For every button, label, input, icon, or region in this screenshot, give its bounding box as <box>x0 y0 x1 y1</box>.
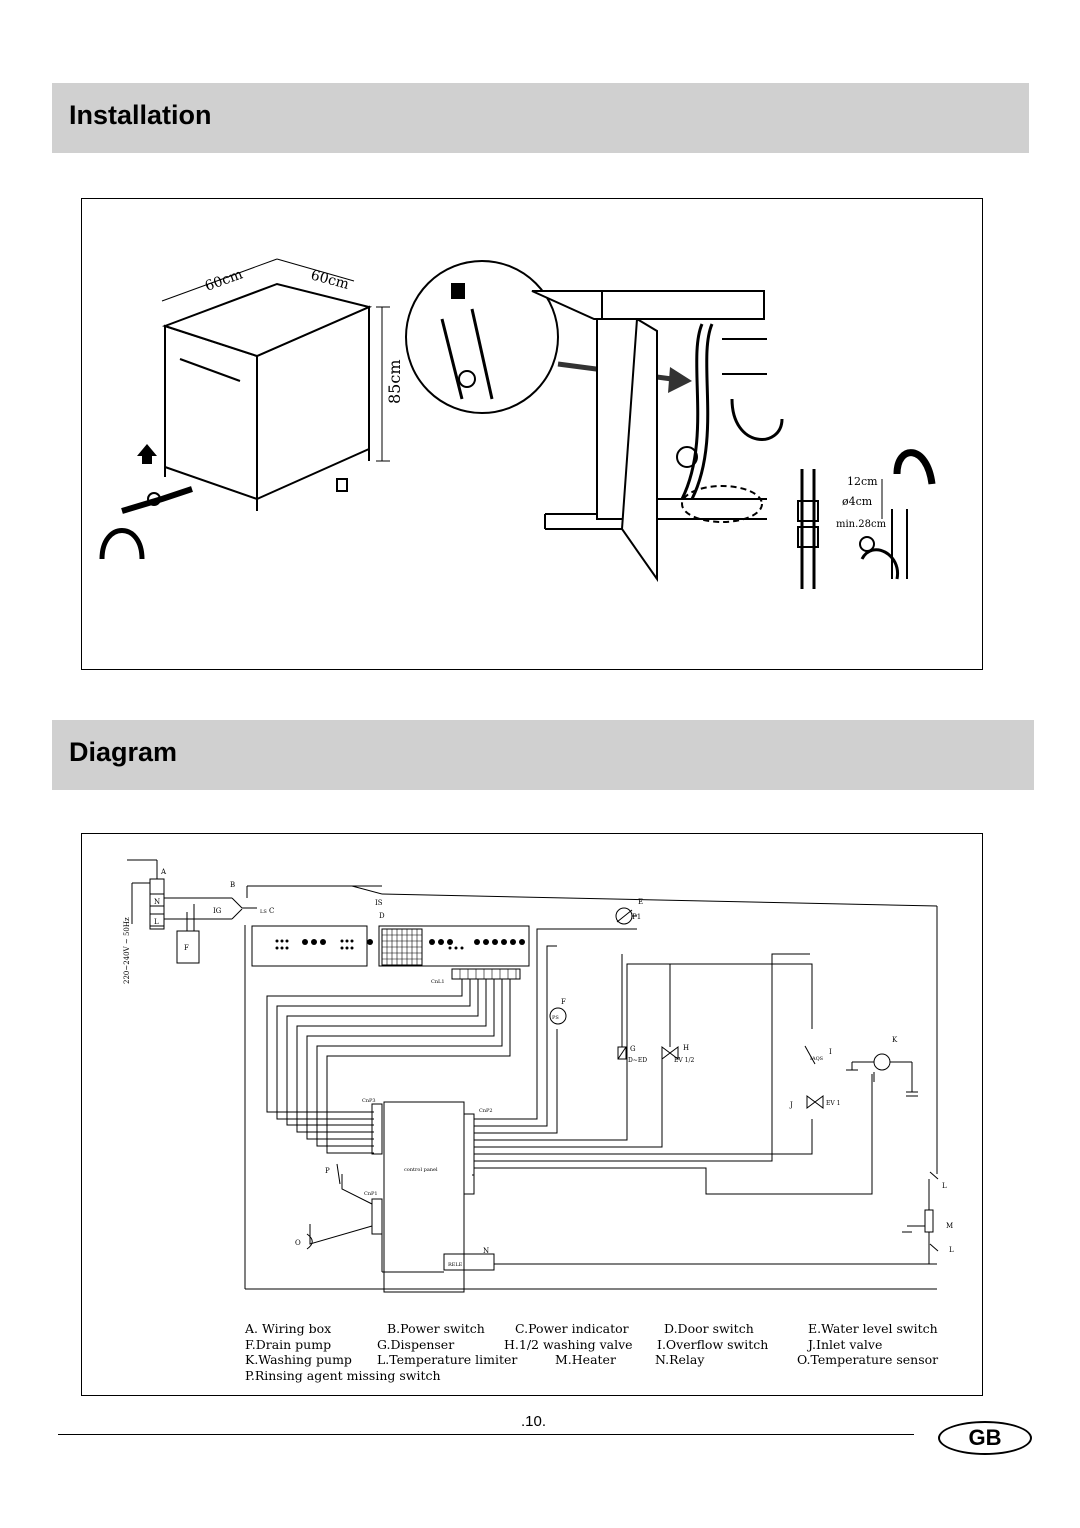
label-D: D <box>379 912 385 920</box>
hose-diameter-label: ø4cm <box>842 495 873 508</box>
ps-label: PS <box>552 1015 559 1021</box>
legend-item: M.Heater <box>555 1352 616 1367</box>
p1-label: P1 <box>632 913 642 921</box>
diagram-header <box>52 720 1034 790</box>
legend-item: F.Drain pump <box>245 1336 332 1352</box>
label-L1: L <box>942 1182 947 1190</box>
label-E: E <box>638 898 644 906</box>
label-A: A <box>161 868 167 876</box>
legend-item: O.Temperature sensor <box>797 1352 939 1367</box>
legend-item: H.1/2 washing valve <box>504 1336 633 1352</box>
label-F1: F <box>184 944 189 952</box>
label-C: C <box>269 907 275 915</box>
label-P: P <box>325 1167 330 1175</box>
label-F2: F <box>561 998 566 1006</box>
label-L2: L <box>949 1246 954 1254</box>
hose-height-label: 12cm <box>847 475 878 488</box>
label-H: H <box>683 1044 690 1052</box>
control-panel-label: control panel <box>404 1167 438 1173</box>
wiring-diagram <box>81 833 983 1396</box>
label-K: K <box>892 1036 898 1044</box>
legend-item: G.Dispenser <box>377 1336 455 1352</box>
label-O: O <box>295 1239 301 1247</box>
legend-row <box>245 1321 965 1337</box>
label-LS: LS <box>260 909 267 915</box>
installation-title: Installation <box>69 100 212 130</box>
ev12-label: EV 1/2 <box>674 1057 695 1064</box>
legend-item: B.Power switch <box>387 1321 485 1336</box>
voltage-label: 220~240V ~ 50Hz <box>123 917 131 984</box>
dim-height-label: 85cm <box>385 359 404 404</box>
legend-row <box>245 1337 965 1353</box>
legend-item: J.Inlet valve <box>808 1336 883 1352</box>
installation-figure <box>81 198 983 670</box>
hose-min-height-label: min.28cm <box>836 519 887 530</box>
legend-item: K.Washing pump <box>245 1352 352 1367</box>
diagram-legend <box>245 1321 965 1383</box>
label-B: B <box>230 881 236 889</box>
cnp3-label: CnP3 <box>362 1098 376 1104</box>
label-J: J <box>790 1101 793 1109</box>
label-L-wire: L <box>154 918 159 926</box>
ev1-label: EV 1 <box>826 1100 841 1107</box>
legend-item: D.Door switch <box>664 1321 754 1336</box>
legend-row <box>245 1352 965 1368</box>
label-N: N <box>483 1247 490 1255</box>
language-badge: GB <box>938 1421 1032 1455</box>
relay-label: RELE <box>448 1262 463 1268</box>
page-number: .10. <box>521 1413 547 1430</box>
legend-row <box>245 1368 965 1384</box>
label-IS: IS <box>375 899 383 907</box>
ded-label: D~ED <box>628 1057 648 1064</box>
legend-item: N.Relay <box>655 1352 705 1367</box>
diagram-title: Diagram <box>69 737 178 767</box>
label-M: M <box>946 1222 954 1230</box>
label-I: I <box>829 1048 832 1056</box>
legend-item: A. Wiring box <box>245 1321 332 1336</box>
legend-item: C.Power indicator <box>515 1321 629 1336</box>
installation-illustration <box>82 199 982 669</box>
legend-item: E.Water level switch <box>808 1321 938 1336</box>
label-G: G <box>630 1045 636 1053</box>
cnl1-label: CnL1 <box>431 979 445 985</box>
footer-divider <box>58 1434 914 1435</box>
legend-item: I.Overflow switch <box>657 1336 769 1352</box>
legend-item: L.Temperature limiter <box>377 1352 518 1367</box>
dim-depth-label: 60cm <box>308 267 351 293</box>
iaqs-label: IAQS <box>810 1056 824 1062</box>
legend-item: P.Rinsing agent missing switch <box>245 1367 441 1383</box>
cnp1-label: CnP1 <box>364 1191 378 1197</box>
wiring-diagram-svg <box>82 834 982 1395</box>
cnp2-label: CnP2 <box>479 1108 493 1114</box>
installation-header <box>52 83 1029 153</box>
label-IG: IG <box>213 907 222 915</box>
dim-width-label: 60cm <box>202 266 245 295</box>
label-N-wire: N <box>154 898 161 906</box>
